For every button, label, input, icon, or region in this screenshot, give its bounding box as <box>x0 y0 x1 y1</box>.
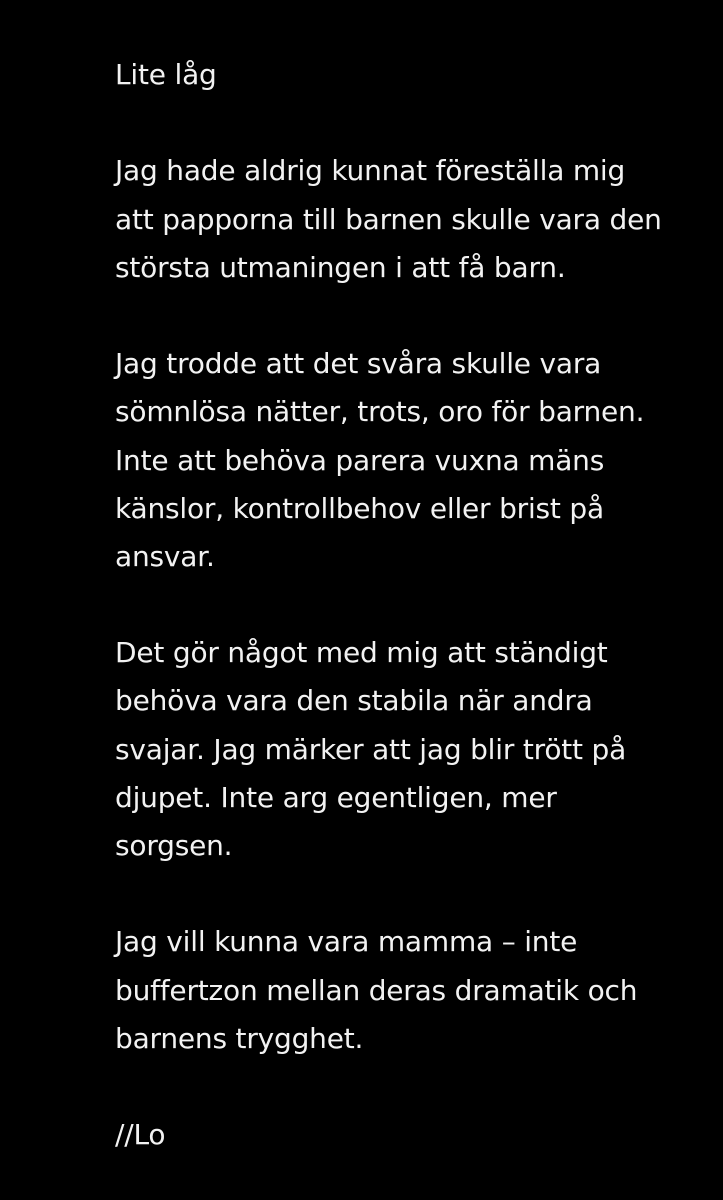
note-body <box>115 51 695 1159</box>
paragraph-spacer <box>115 581 695 629</box>
paragraph-1-line-3: största utmaningen i att få barn. <box>115 250 566 284</box>
paragraph-spacer <box>115 1063 695 1111</box>
paragraph-spacer <box>115 292 695 340</box>
paragraph-4-line-3: barnens trygghet. <box>115 1021 364 1055</box>
note-title: Lite låg <box>115 58 217 91</box>
paragraph-3-line-3: svajar. Jag märker att jag blir trött på <box>115 732 627 766</box>
paragraph-spacer <box>115 99 695 147</box>
paragraph-1-line-2: att papporna till barnen skulle vara den <box>115 202 662 236</box>
paragraph-spacer <box>115 870 695 918</box>
paragraph-4-line-2: buffertzon mellan deras dramatik och <box>115 973 638 1007</box>
paragraph-2-line-5: ansvar. <box>115 539 215 573</box>
paragraph-3-line-2: behöva vara den stabila när andra <box>115 684 593 718</box>
paragraph-3-line-4: djupet. Inte arg egentligen, mer <box>115 780 557 814</box>
paragraph-2-line-3: Inte att behöva parera vuxna mäns <box>115 443 605 477</box>
note-signature: //Lo <box>115 1118 166 1152</box>
paragraph-3-line-5: sorgsen. <box>115 829 233 862</box>
paragraph-1-line-1: Jag hade aldrig kunnat föreställa mig <box>115 154 626 188</box>
paragraph-2-line-1: Jag trodde att det svåra skulle vara <box>115 347 602 381</box>
paragraph-2-line-4: känslor, kontrollbehov eller brist på <box>115 491 604 525</box>
paragraph-4-line-1: Jag vill kunna vara mamma – inte <box>115 925 578 959</box>
paragraph-3-line-1: Det gör något med mig att ständigt <box>115 636 608 670</box>
paragraph-2-line-2: sömnlösa nätter, trots, oro för barnen. <box>115 395 645 429</box>
